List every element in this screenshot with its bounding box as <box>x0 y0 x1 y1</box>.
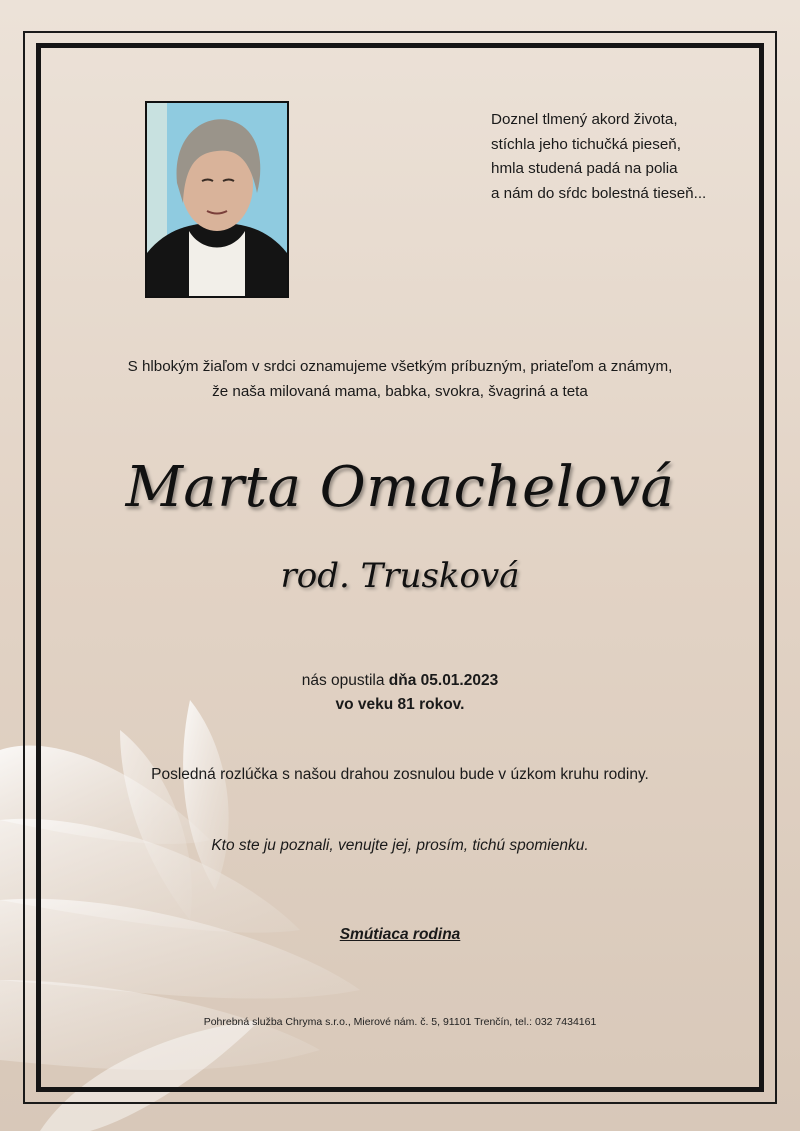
poem-line: a nám do sŕdc bolestná tieseň... <box>491 184 707 202</box>
death-date: dňa 05.01.2023 <box>388 672 499 689</box>
poem <box>491 108 751 206</box>
deceased-name: Marta Omachelová <box>125 455 675 520</box>
death-prefix: nás opustila <box>301 672 389 689</box>
poem-line: Doznel tlmený akord života, <box>491 111 678 128</box>
intro-line-2: že naša milovaná mama, babka, svokra, švagriná a teta <box>212 383 588 400</box>
maiden-name: rod. Trusková <box>280 556 520 596</box>
death-date-line <box>40 672 760 690</box>
signature: Smútiaca rodina <box>339 926 461 943</box>
intro-line-1: S hlbokým žiaľom v srdci oznamujeme všetkým príbuzným, priateľom a známym, <box>127 358 673 375</box>
poem-line: hmla studená padá na polia <box>491 160 678 177</box>
funeral-service-footer: Pohrebná služba Chryma s.r.o., Mierové nám. č. 5, 91101 Trenčín, tel.: 032 7434161 <box>203 1016 597 1028</box>
farewell-text: Posledná rozlúčka s našou drahou zosnulou bude v úzkom kruhu rodiny. <box>151 766 649 783</box>
age-line: vo veku 81 rokov. <box>335 696 465 713</box>
portrait-photo <box>145 101 289 298</box>
remembrance-text: Kto ste ju poznali, venujte jej, prosím, tichú spomienku. <box>211 837 589 854</box>
poem-line: stíchla jeho tichučká pieseň, <box>491 135 681 153</box>
signature-line <box>40 926 760 944</box>
